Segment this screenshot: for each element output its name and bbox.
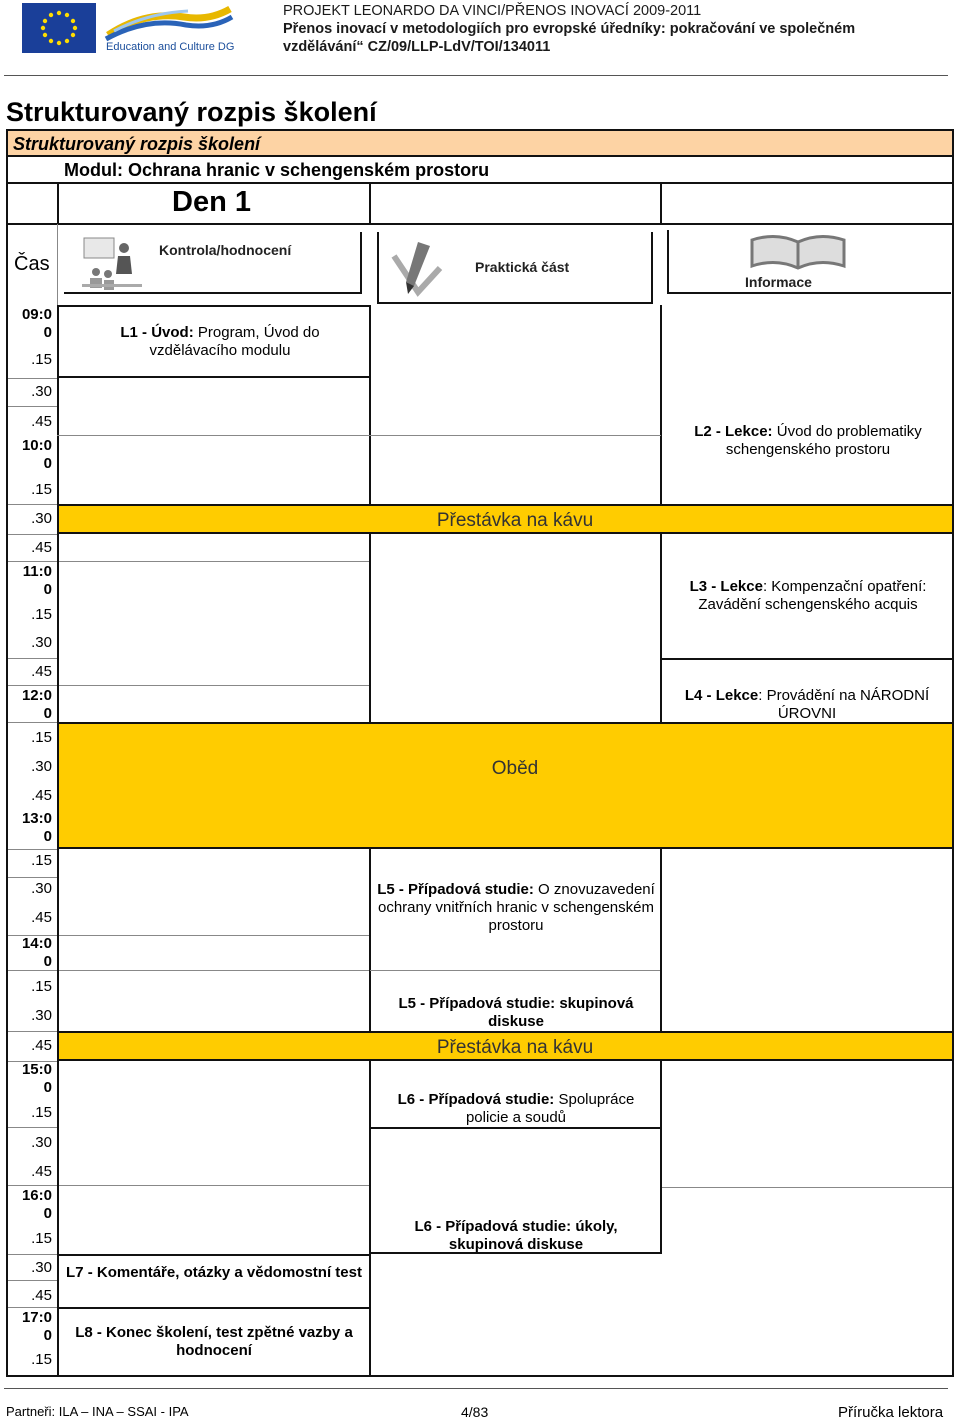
l5a-description: O znovuzavedení ochrany vnitřních hranic v schengenském prostoru [378,881,655,934]
project-line-1: PROJEKT LEONARDO DA VINCI/PŘENOS INOVACÍ 2009-2011 [283,3,702,19]
module-name: Modul: Ochrana hranic v schengenském prostoru [64,160,490,180]
grid-line-7 [371,1127,661,1129]
time-label: .45 [31,539,52,556]
grid-divider-info-1 [660,305,662,505]
time-label: 16:0 [21,1187,52,1204]
time-col-divider [57,224,58,306]
time-label: 13:0 [21,810,52,827]
l3-label: L3 - Lekce [689,578,763,595]
time-label: .30 [31,634,52,651]
l6a-description: Spolupráce policie a soudů [465,1091,635,1126]
control-column-label: Kontrola/hodnocení [159,242,292,258]
time-row-line [8,378,57,379]
coffee-break-1-label: Přestávka na kávu [436,510,594,531]
grid-divider-practical-1 [369,378,371,506]
l4-description: : Provádění na NÁRODNÍ ÚROVNI [758,687,930,722]
l2-description: Úvod do problematiky schengenského prostoru [725,423,922,458]
grid-line-4 [662,658,952,660]
time-label: 0 [43,953,52,970]
lunch-label: Oběd [491,758,539,779]
l4-text [672,687,942,723]
time-label: .15 [31,1230,52,1247]
grid-line-5 [59,935,369,936]
l1-text [100,324,340,360]
time-label: .15 [31,1104,52,1121]
grid-line-3 [59,685,369,686]
information-column-label: Informace [745,274,812,290]
time-label: .15 [31,729,52,746]
grid-line-11 [59,1307,370,1309]
time-label: 0 [43,828,52,845]
time-row-line [8,1185,57,1186]
book-icon [746,232,850,272]
grid-divider-practical-2 [369,534,371,724]
time-label: .30 [31,1007,52,1024]
time-row-line [8,1254,57,1255]
time-label: .30 [31,1259,52,1276]
time-label: 0 [43,705,52,722]
grid-line-2 [59,561,369,562]
time-label: .30 [31,1134,52,1151]
day-label: Den 1 [172,186,251,218]
document-title: Strukturovaný rozpis školení [6,97,377,127]
project-line-2: Přenos inovací v metodologiích pro evropské úředníky: pokračování ve společném [283,21,856,37]
l1-label: L1 - Úvod: [120,324,194,341]
l7-text: L7 - Komentáře, otázky a vědomostní test [66,1264,362,1281]
time-label: .15 [31,978,52,995]
time-label: 17:0 [21,1309,52,1326]
grid-line-10 [371,1252,661,1254]
time-label: 0 [43,1327,52,1344]
l6a-text [380,1091,652,1127]
l1-description: Program, Úvod do vzdělávacího modulu [149,324,320,359]
time-label: .30 [31,510,52,527]
time-label: .45 [31,1163,52,1180]
grid-line-1 [57,435,661,436]
time-label: .45 [31,909,52,926]
footer-page-number: 4/83 [461,1404,489,1420]
day-row-divider-3 [660,184,662,224]
time-row-line [8,534,57,535]
l6a-label: L6 - Případová studie: [397,1091,555,1108]
time-row-line [8,685,57,686]
time-header: Čas [14,253,50,275]
time-label: .30 [31,880,52,897]
l3-description: : Kompenzační opatření: Zavádění schengenského acquis [698,578,927,613]
time-row-line [8,504,57,505]
coffee-break-2-label: Přestávka na kávu [436,1037,594,1058]
time-label: 14:0 [21,935,52,952]
pencil-icon [388,236,450,298]
time-row-line [8,658,57,659]
time-label: .45 [31,1287,52,1304]
time-label: .15 [31,481,52,498]
l5a-label: L5 - Případová studie: [377,881,534,898]
grid-line-8 [59,1185,369,1186]
l5b-text: L5 - Případová studie: skupinová diskuse [398,995,634,1030]
time-label: 0 [43,455,52,472]
time-row-line [8,849,57,850]
time-label: 0 [43,1079,52,1096]
time-label: 0 [43,324,52,341]
schedule-subtitle: Strukturovaný rozpis školení [13,134,261,154]
time-label: .45 [31,413,52,430]
time-label: 0 [43,581,52,598]
time-label: .15 [31,351,52,368]
time-label: .15 [31,852,52,869]
time-row-line [8,1280,57,1281]
page-header [0,0,960,80]
header-divider [4,75,948,76]
l3-text [668,578,948,614]
time-row-line [8,1127,57,1128]
l2-text [670,423,946,459]
time-label: .30 [31,758,52,775]
footer-document-name: Příručka lektora [838,1404,944,1420]
l8-text: L8 - Konec školení, test zpětné vazby a hodnocení [75,1324,353,1359]
time-label: .45 [31,663,52,680]
time-row-line [8,877,57,878]
day-row [6,182,954,225]
time-label: 11:0 [22,563,52,580]
lunch-block [59,722,952,849]
grid-line-9 [662,1187,952,1188]
project-info [283,2,953,56]
day-row-divider-2 [369,184,371,224]
time-label: .45 [31,787,52,804]
time-label: 0 [43,1205,52,1222]
l2-label: L2 - Lekce: [694,423,773,440]
footer-partners: Partneři: ILA – INA – SSAI - IPA [6,1404,189,1419]
grid-line-6b [59,970,369,971]
l5a-text [374,881,658,935]
time-label: .30 [31,383,52,400]
time-label: .15 [31,606,52,623]
footer-divider [4,1388,948,1389]
time-label: 12:0 [21,687,52,704]
eu-flag-icon [22,3,96,53]
practical-column-label: Praktická část [475,259,570,275]
grid-divider-info-2 [660,534,662,724]
time-label: 15:0 [21,1061,52,1078]
time-row-line [8,406,57,407]
teacher-icon [78,234,148,292]
l6b-text: L6 - Případová studie: úkoly, skupinová diskuse [414,1218,618,1253]
time-row-line [8,561,57,562]
time-row-line [8,1031,57,1032]
dg-logo-text: Education and Culture DG [106,41,235,53]
time-label: 10:0 [21,437,52,454]
grid-line-6 [370,970,660,971]
day-row-divider-1 [57,184,59,224]
time-label: 09:0 [21,306,52,323]
l4-label: L4 - Lekce [684,687,759,704]
time-label: .15 [31,1351,52,1368]
time-row-line [8,1307,57,1308]
time-label: .45 [31,1037,52,1054]
project-line-3: vzdělávání“ CZ/09/LLP-LdV/TOI/134011 [283,39,551,55]
